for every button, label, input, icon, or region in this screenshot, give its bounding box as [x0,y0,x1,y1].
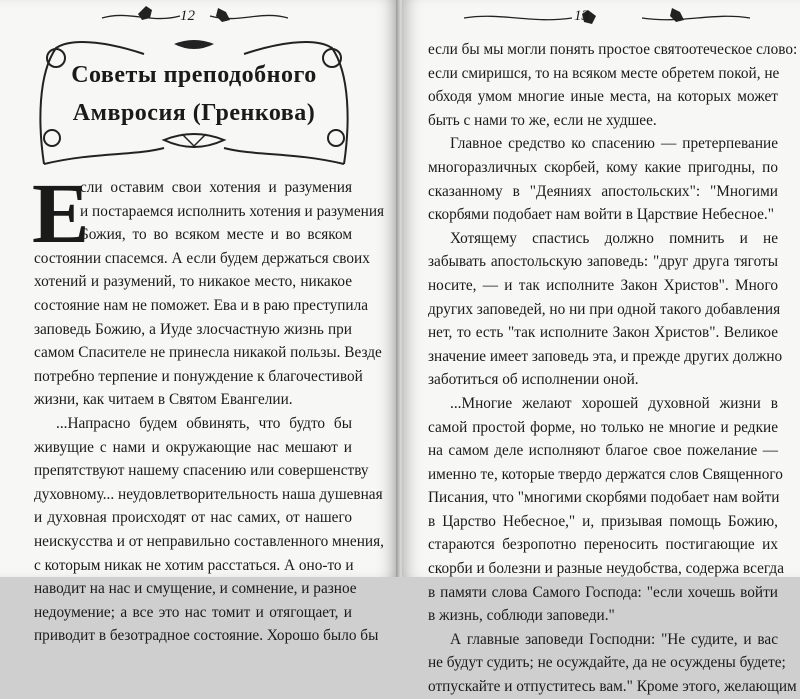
right-page [402,0,800,696]
text-line: носите, — и так исполните Закон Христов". Много [428,276,778,294]
text-line: живущие с нами и окружающие нас мешают и [34,438,352,456]
text-line: Божия, то во всяком месте и во всяком [80,226,352,244]
text-line: и постараемся исполнить хотения и разумения [80,202,385,220]
left-paragraph-2 [34,412,384,648]
text-line: приводит в безотрадное состояние. Хорошо было бы [34,627,379,645]
text-line: других заповедей, но ни при одной такого добавления [428,300,781,318]
text-line: недоумение; а все это нас томит и отягощает, и [34,603,352,621]
text-line: стараются безропотно переносить постигающие их [428,536,778,554]
left-paragraph-1 [32,165,385,412]
text-line: обходя умом многие иные места, на которых может [428,88,778,106]
heading-line-2: Амвросия (Гренкова) [72,100,316,126]
heading-line-1: Советы преподобного [71,62,317,88]
text-line: ...Многие желают хорошей духовной жизни в [450,394,778,412]
text-line: ...Напрасно будем обвинять, что будто бы [56,414,352,432]
vine-ornament-icon [462,4,752,28]
page-number: 12 [180,8,195,24]
text-line: на самом деле исполняют благое свое пожелание — [428,442,778,460]
text-line: отпускайте и отпуститесь вам." Кроме этого, желающим [428,678,797,696]
left-body-text [32,165,385,648]
text-line: забывать апостольскую заповедь: "друг друга тяготы [428,253,778,271]
text-line: заповедь Божию, а Иуде злосчастную жизнь при [34,320,352,338]
text-line: если бы мы могли понять простое святоотеческое слово: [428,41,798,58]
text-line: заботиться об исполнении оной. [428,371,639,389]
left-page [0,0,398,645]
text-line: в памяти слова Самого Господа: "если хочешь войти [428,583,778,601]
text-line: духовному... неудовлетворительность наша душевная [34,485,383,503]
text-line: скорбями подобает нам войти в Царствие Небесное." [428,206,774,224]
right-paragraph-2 [428,132,778,226]
text-line: и духовная происходят от нас самих, от нашего [34,509,352,527]
text-line: препятствуют нашему спасению или совершенству [34,462,369,480]
text-line: неискусства и от неправильно составленного мнения, [34,532,384,550]
text-line: именно те, которые твердо держатся слов Священного [428,465,783,483]
text-line: быть с нами то же, если не худшее. [428,111,657,129]
text-line: с которым никак не хотим расстаться. А оно-то и [34,556,354,574]
text-line: состояние нам не поможет. Ева и в раю преступила [34,296,369,314]
text-line: если смиришся, то на всяком месте обретем покой, не [428,64,780,82]
right-body-text [428,38,798,699]
right-paragraph-3 [428,227,783,392]
text-line: в жизнь, соблюди заповеди." [428,607,615,625]
text-line: состоянии спасемся. А если будем держаться своих [34,249,370,267]
text-line: Хотящему спастись должно помнить и не [450,229,778,247]
text-line: хотений и разумений, то никакое место, никакое [34,273,352,291]
text-line: многоразличных скорбей, кому какие пригодны, по [428,158,778,176]
text-line: значение имеет заповедь эта, и прежде других должно [428,347,783,365]
text-line: потребно терпение и понуждение к благочестивой [34,367,363,385]
text-line: Главное средство ко спасению — претерпевание [450,135,778,153]
drop-cap: Е [32,165,90,261]
text-line: самом Спасителе не принесла никакой пользы. Везде [34,344,382,362]
text-line: наводит на нас и смущение, и сомнение, и разное [34,580,357,598]
text-line: скорби и болезни и разные неудобства, содержа всегда [428,560,785,578]
text-line: сли оставим свои хотения и разумения [80,179,352,196]
right-paragraph-1 [428,38,798,132]
text-line: самой простой форме, но только не многие и редкие [428,418,778,436]
text-line: Писания, что "многими скорбями подобает нам войти [428,489,780,507]
text-line: А главные заповеди Господни: "Не судите, и вас [450,630,778,648]
vine-ornament-icon [100,4,290,28]
text-line: не будут судить; не осуждайте, да не осуждены будете; [428,654,786,672]
text-line: сказанному в "Деяниях апостольских": "Многими [428,182,778,200]
page-number: 13 [574,8,589,24]
text-line: жизни, как читаем в Святом Евангелии. [34,391,293,409]
right-paragraph-5 [428,628,797,699]
text-line: в Царство Небесное," и, призывая помощь Божию, [428,512,778,530]
right-paragraph-4 [428,392,785,628]
text-line: нет, то есть "так исполните Закон Христов". Великое [428,324,778,342]
